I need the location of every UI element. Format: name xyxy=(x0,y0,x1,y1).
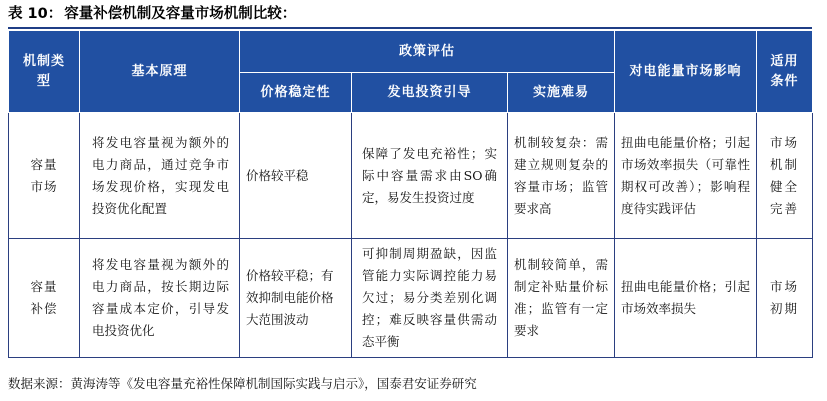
cell-implementation-difficulty xyxy=(508,113,615,239)
cell-principle xyxy=(80,239,240,358)
implementation-difficulty-text: 机制较简单，需制定补贴量价标准；监管有一定要求 xyxy=(514,257,608,338)
energy-market-impact-text: 扭曲电能量价格；引起市场效率损失 xyxy=(621,279,750,316)
principle-text: 将发电容量视为额外的电力商品，通过竞争市场发现价格，实现发电投资优化配置 xyxy=(92,134,229,216)
comparison-table xyxy=(8,30,813,358)
cell-price-stability xyxy=(240,239,352,358)
table-title xyxy=(8,4,296,24)
cell-mechanism xyxy=(9,113,80,239)
mechanism-label: 容量补偿 xyxy=(30,279,58,316)
price-stability-text: 价格较平稳 xyxy=(246,167,309,183)
cell-implementation-difficulty xyxy=(508,239,615,358)
header-mechanism-type: 机制类型 xyxy=(9,31,80,113)
header-energy-market-impact: 对电能量市场影响 xyxy=(615,31,757,113)
cell-conditions xyxy=(757,239,813,358)
header-applicable-conditions: 适用条件 xyxy=(757,31,813,113)
table-caption: 容量补偿机制及容量市场机制比较： xyxy=(64,6,297,22)
energy-market-impact-text: 扭曲电能量价格；引起市场效率损失（可靠性期权可改善）；影响程度待实践评估 xyxy=(621,134,750,216)
cell-conditions xyxy=(757,113,813,239)
cell-investment-guidance xyxy=(352,239,508,358)
investment-guidance-text: 可抑制周期盈缺，因监管能力实际调控能力易欠过；易分类差别化调控；难反映容量供需动态平衡 xyxy=(362,246,497,349)
implementation-difficulty-text: 机制较复杂：需建立规则复杂的容量市场；监管要求高 xyxy=(514,134,608,216)
header-implementation-difficulty: 实施难易 xyxy=(508,73,615,113)
investment-guidance-text: 保障了发电充裕性；实际中容量需求由SO确定，易发生投资过度 xyxy=(362,145,497,205)
cell-energy-market-impact xyxy=(615,113,757,239)
cell-energy-market-impact xyxy=(615,239,757,358)
data-source-note: 数据来源：黄海涛等《发电容量充裕性保障机制国际实践与启示》，国泰君安证券研究 xyxy=(8,376,477,391)
price-stability-text: 价格较平稳；有效抑制电能价格大范围波动 xyxy=(246,268,334,327)
header-policy-evaluation: 政策评估 xyxy=(240,31,615,73)
header-price-stability: 价格稳定性 xyxy=(240,73,352,113)
header-basic-principle: 基本原理 xyxy=(80,31,240,113)
table-row xyxy=(9,113,813,239)
conditions-text: 市场初期 xyxy=(769,279,799,316)
cell-investment-guidance xyxy=(352,113,508,239)
mechanism-label: 容量市场 xyxy=(30,156,58,194)
cell-price-stability xyxy=(240,113,352,239)
title-divider xyxy=(8,27,812,29)
cell-principle xyxy=(80,113,240,239)
principle-text: 将发电容量视为额外的电力商品，按长期边际容量成本定价，引导发电投资优化 xyxy=(92,257,229,338)
cell-mechanism xyxy=(9,239,80,358)
table-number: 表 10： xyxy=(8,6,63,22)
header-investment-guidance: 发电投资引导 xyxy=(352,73,508,113)
conditions-text: 市场机制健全完善 xyxy=(769,134,799,216)
table-row xyxy=(9,239,813,358)
